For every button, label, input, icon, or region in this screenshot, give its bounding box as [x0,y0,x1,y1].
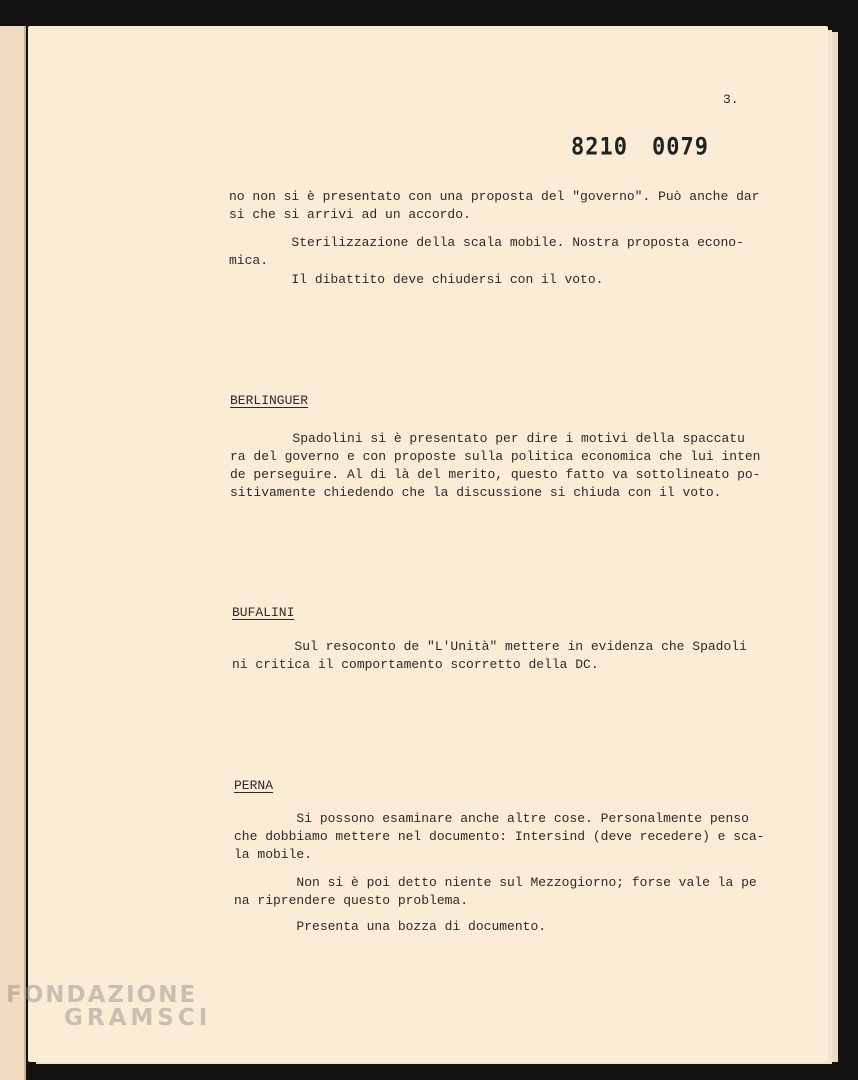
speaker-heading: PERNA [234,778,274,793]
text-line: sitivamente chiedendo che la discussione si chiuda con il voto. [230,485,722,500]
archive-stamp-left: 8210 [571,133,628,162]
text-line: na riprendere questo problema. [234,893,469,908]
text-line: ni critica il comportamento scorretto della DC. [232,657,599,672]
text-line: Sterilizzazione della scala mobile. Nostra proposta econo- [229,235,744,250]
text-line: Spadolini si è presentato per dire i motivi della spaccatu [230,431,745,446]
text-line: Si possono esaminare anche altre cose. Personalmente penso [234,811,749,826]
speaker-heading: BUFALINI [232,605,295,620]
left-page-edge [0,26,26,1080]
watermark-line: FONDAZIONE [6,982,198,1008]
text-line: ra del governo e con proposte sulla politica economica che lui inten [230,449,761,464]
fondazione-gramsci-watermark [6,984,211,1030]
text-line: Non si è poi detto niente sul Mezzogiorno; forse vale la pe [234,875,757,890]
text-line: la mobile. [234,847,313,862]
text-line: che dobbiamo mettere nel documento: Intersind (deve recedere) e sca- [234,829,765,844]
text-line: Sul resoconto de "L'Unità" mettere in evidenza che Spadoli [232,639,747,654]
text-line: Presenta una bozza di documento. [234,919,547,934]
speaker-heading: BERLINGUER [230,393,309,408]
text-line: si che si arrivi ad un accordo. [229,207,471,222]
text-line: mica. [229,253,269,268]
archive-stamp-right: 0079 [652,133,709,162]
text-line: de perseguire. Al di là del merito, questo fatto va sottolineato po- [230,467,761,482]
watermark-line: GRAMSCI [64,1005,212,1031]
text-line: no non si è presentato con una proposta del "governo". Può anche dar [229,189,760,204]
page-number: 3. [723,92,739,107]
text-line: Il dibattito deve chiudersi con il voto. [229,272,604,287]
